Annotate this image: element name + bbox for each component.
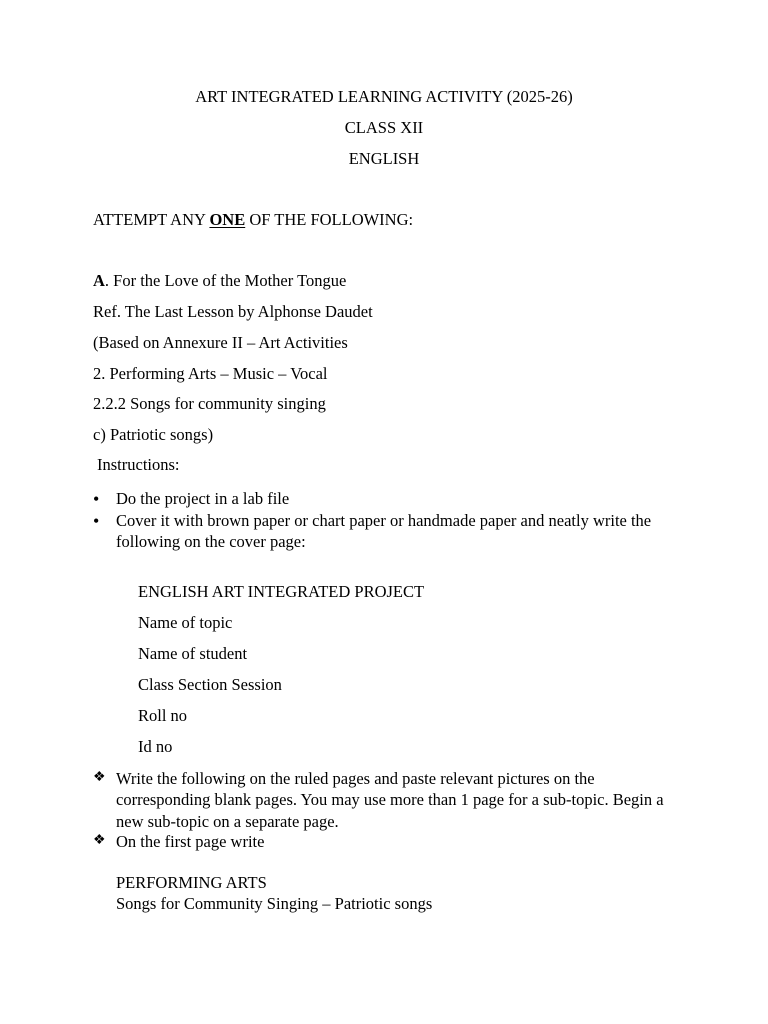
attempt-instruction (93, 211, 413, 230)
attempt-suffix: OF THE FOLLOWING: (245, 210, 414, 229)
section-reference: Ref. The Last Lesson by Alphonse Daudet (93, 302, 373, 321)
document-title: ART INTEGRATED LEARNING ACTIVITY (2025-26) (195, 87, 573, 106)
first-page-heading: PERFORMING ARTS (116, 873, 267, 892)
cover-line: Class Section Session (138, 675, 282, 694)
attempt-emphasis: ONE (209, 210, 246, 229)
list-item-text: Do the project in a lab file (116, 489, 290, 508)
cover-line: ENGLISH ART INTEGRATED PROJECT (138, 582, 425, 601)
list-item (93, 831, 693, 853)
section-a-title (93, 272, 346, 291)
section-subcategory: 2.2.2 Songs for community singing (93, 394, 326, 413)
cover-line: Id no (138, 737, 173, 756)
list-item (93, 488, 693, 510)
first-page-subheading: Songs for Community Singing – Patriotic songs (116, 894, 433, 913)
section-type: c) Patriotic songs) (93, 425, 214, 444)
subject-label: ENGLISH (348, 149, 420, 168)
diamond-bullet-icon: ❖ (93, 833, 106, 848)
list-item-text: On the first page write (116, 832, 265, 851)
instructions-label: Instructions: (97, 455, 180, 474)
bullet-dot-icon: • (93, 511, 100, 531)
attempt-prefix: ATTEMPT ANY (93, 210, 210, 229)
class-label: CLASS XII (344, 118, 424, 137)
cover-line: Name of student (138, 644, 248, 663)
list-item (93, 510, 693, 554)
cover-line: Roll no (138, 706, 188, 725)
section-basis: (Based on Annexure II – Art Activities (93, 333, 348, 352)
diamond-bullet-icon: ❖ (93, 770, 106, 785)
list-item (93, 768, 693, 834)
cover-line: Name of topic (138, 613, 233, 632)
list-item-text: Write the following on the ruled pages and paste relevant pictures on the corresponding blank pages. You may use more than 1 page for a sub-topic. Begin a new sub-topic on a separate page. (116, 769, 664, 831)
section-category: 2. Performing Arts – Music – Vocal (93, 364, 328, 383)
list-item-text: Cover it with brown paper or chart paper or handmade paper and neatly write the following on the cover page: (116, 511, 652, 552)
bullet-dot-icon: • (93, 489, 100, 509)
section-letter: A (93, 271, 105, 290)
section-title-text: . For the Love of the Mother Tongue (104, 271, 347, 290)
